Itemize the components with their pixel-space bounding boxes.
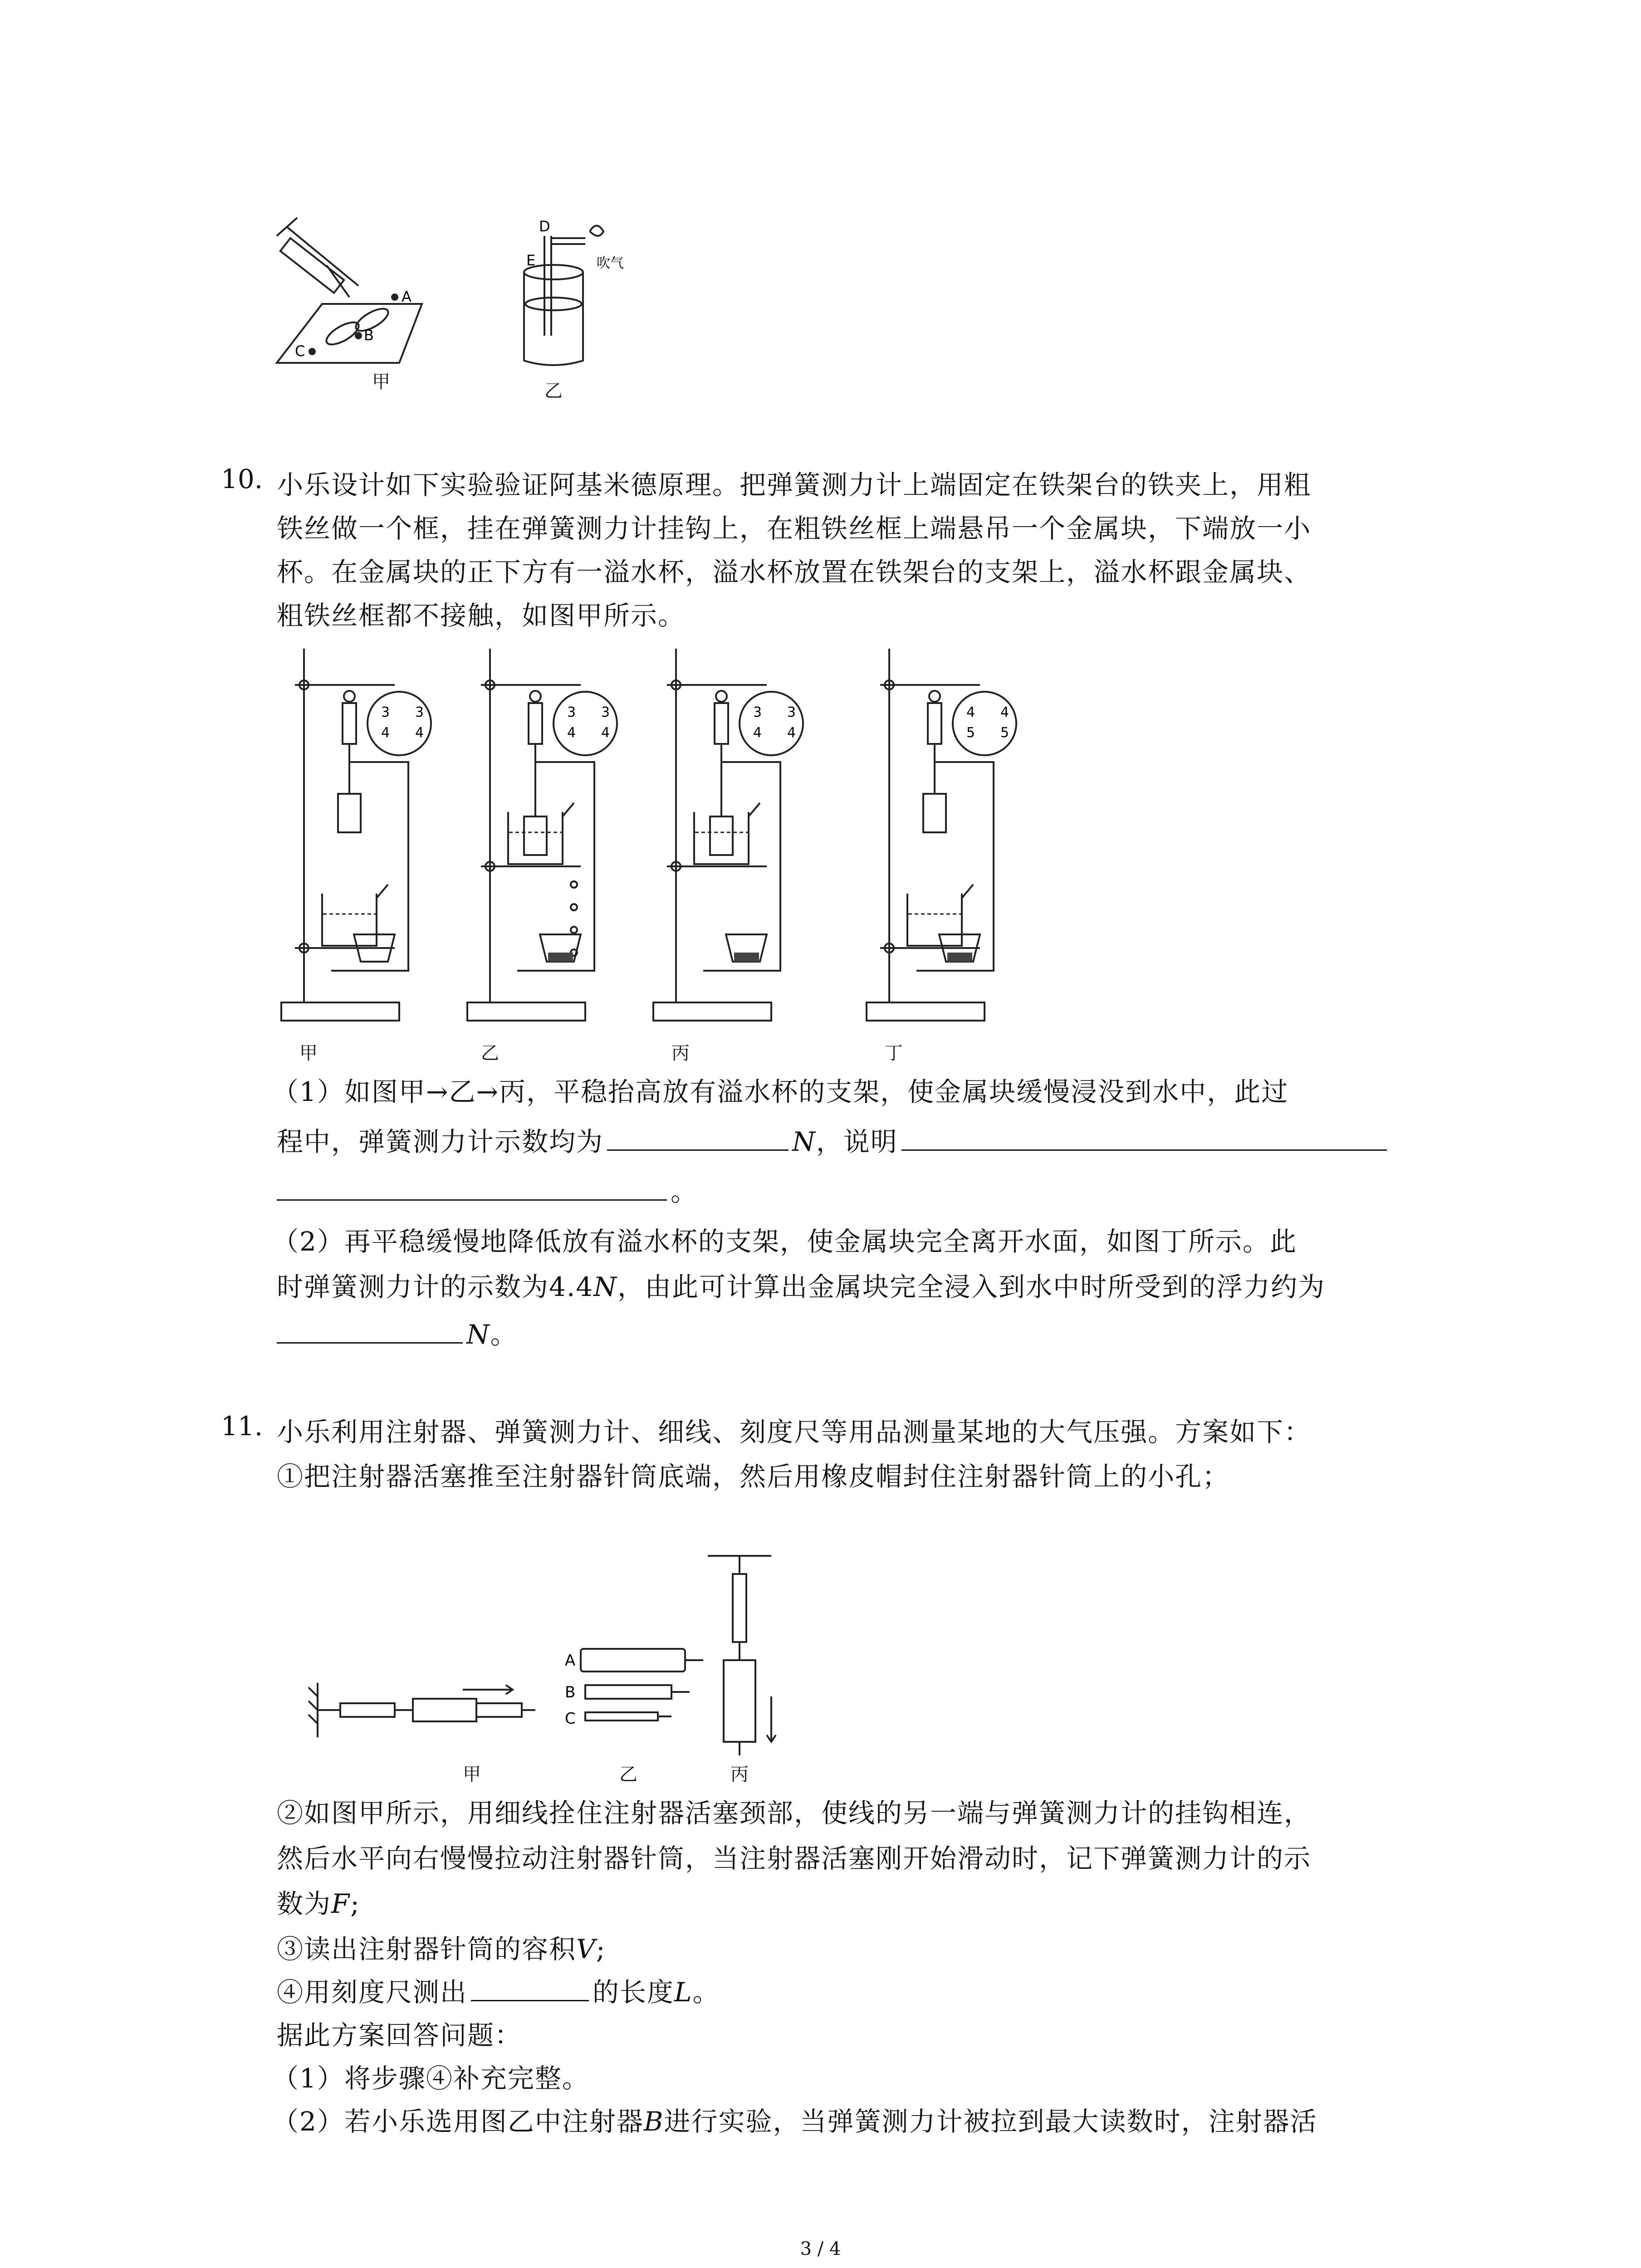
panel-1-scale-label-4: 4 [415, 725, 424, 741]
panel-3-scale-label-3: 3 [787, 704, 796, 720]
panel-2-spring-scale [529, 703, 542, 744]
panel-1-metal-block [338, 794, 361, 832]
q10-part2-line1: （2）再平稳缓慢地降低放有溢水杯的支架，使金属块完全离开水面，如图丁所示。此 [272, 1226, 1297, 1257]
q11-step-3-text: ③读出注射器针筒的容积 [277, 1934, 577, 1965]
q10-line-2: 铁丝做一个框，挂在弹簧测力计挂钩上，在粗铁丝框上端悬吊一个金属块，下端放一小 [277, 513, 1312, 544]
q10-part1-unit: N [792, 1126, 816, 1157]
panel-1-base [281, 1002, 399, 1021]
q11-sub-2-text-b: 进行实验，当弹簧测力计被拉到最大读数时，注射器活 [664, 2106, 1318, 2137]
panel-1-spout [377, 885, 388, 898]
q11-sub-2 [272, 2100, 1318, 2138]
q11-step-4-text-b: 的长度 [593, 1977, 675, 2008]
q11-step-2-line1: ②如图甲所示，用细线拴住注射器活塞颈部，使线的另一端与弹簧测力计的挂钩相连， [277, 1798, 1312, 1828]
panel-3-scale-hook-ring [716, 691, 727, 702]
q11-sub-2-var: B [643, 2106, 664, 2137]
q10-caption-yi: 乙 [481, 1043, 499, 1064]
q11-number: 11. [221, 1411, 263, 1442]
panel-4-metal-block [923, 794, 946, 832]
label-c: C [295, 342, 305, 360]
q11-step-2-line2: 然后水平向右慢慢拉动注射器针筒，当注射器活塞刚开始滑动时，记下弹簧测力计的示 [277, 1843, 1312, 1874]
q10-caption-jia: 甲 [299, 1043, 318, 1064]
q10-figure [277, 640, 1102, 1034]
q11-answer-intro: 据此方案回答问题： [277, 2020, 522, 2051]
panel-2-scale-label-2: 4 [567, 725, 576, 741]
top-caption-yi: 乙 [544, 381, 563, 401]
q11-step-4-text-a: ④用刻度尺测出 [277, 1977, 468, 2008]
panel-4-scale-hook-ring [929, 691, 940, 702]
q10-caption-ding: 丁 [885, 1043, 903, 1064]
q10-part1-line3 [277, 1170, 698, 1208]
panel-4-base [867, 1002, 985, 1021]
label-b: B [364, 327, 374, 344]
panel-2-metal-block [524, 816, 547, 855]
panel-2-collected-water [548, 953, 573, 962]
panel-2-drop-1 [571, 881, 577, 888]
top-figure [259, 218, 649, 372]
vertical-hanging-diagram [708, 1556, 776, 1755]
panel-2-overflow-cup [508, 812, 563, 864]
panel-4-scale-label-2: 5 [966, 725, 975, 741]
q10-part1-end: 。 [671, 1176, 698, 1207]
q11-label-a: A [565, 1652, 576, 1670]
panel-1-scale-label-2: 4 [381, 725, 390, 741]
q10-line-4: 粗铁丝框都不接触，如图甲所示。 [277, 600, 686, 631]
q10-line-3: 杯。在金属块的正下方有一溢水杯，溢水杯放置在铁架台的支架上，溢水杯跟金属块、 [277, 557, 1312, 587]
q11-sub-2-text-a: （2）若小乐选用图乙中注射器 [272, 2106, 644, 2137]
q10-part2-text-b: ，由此可计算出金属块完全浸入到水中时所受到的浮力约为 [617, 1271, 1326, 1302]
q11-step-2-var: F [331, 1888, 351, 1919]
panel-2-spout [563, 803, 574, 816]
panel-3-collected-water [734, 953, 759, 962]
q11-step-3 [277, 1928, 606, 1966]
q10-part2-line2 [277, 1266, 1325, 1304]
q11-step-3-end: ; [596, 1934, 606, 1965]
q11-label-c: C [565, 1710, 576, 1728]
panel-3-base [653, 1002, 771, 1021]
panel-4-collected-water [947, 953, 972, 962]
q10-answer-blank-3[interactable] [277, 1176, 667, 1201]
q10-caption-bing: 丙 [671, 1043, 690, 1064]
q11-step-4-end: 。 [692, 1977, 720, 2008]
page-number: 3 / 4 [800, 2239, 841, 2259]
q11-step-1: ①把注射器活塞推至注射器针筒底端，然后用橡皮帽封住注射器针筒上的小孔； [277, 1461, 1230, 1492]
q11-step-2-text: 数为 [277, 1888, 332, 1919]
q11-step-3-var: V [576, 1934, 596, 1965]
q10-number: 10. [221, 464, 263, 494]
q10-part2-line3 [277, 1313, 518, 1351]
panel-3-scale-label-2: 4 [753, 725, 762, 741]
panel-3-spout [749, 803, 760, 816]
top-caption-jia: 甲 [372, 371, 390, 392]
q10-part2-unit-b: N [466, 1319, 490, 1350]
q11-answer-blank-1[interactable] [471, 1976, 589, 2001]
panel-4-spout [962, 885, 973, 898]
beaker-tube-diagram [524, 226, 603, 366]
panel-2-scale-label-1: 3 [567, 704, 576, 720]
panel-4-scale-label-4: 5 [1000, 725, 1009, 741]
q11-caption-jia: 甲 [463, 1764, 481, 1785]
syringe-plate-diagram [277, 218, 422, 363]
panel-2-zoom-bubble [554, 692, 617, 755]
q10-part1-text-b: ，说明 [816, 1126, 898, 1157]
panel-1-spring-scale [343, 703, 356, 744]
q11-figure [309, 1547, 808, 1760]
label-d: D [539, 218, 550, 235]
panel-2-drop-3 [571, 927, 577, 933]
panel-3-zoom-bubble [740, 692, 803, 755]
panel-2-base [467, 1002, 585, 1021]
q10-answer-blank-2[interactable] [901, 1126, 1387, 1151]
q11-sub-1: （1）将步骤④补充完整。 [272, 2063, 589, 2094]
panel-4-spring-scale [928, 703, 941, 744]
q11-label-b: B [565, 1683, 576, 1701]
panel-3-spring-scale [715, 703, 728, 744]
label-a: A [402, 288, 411, 305]
q10-part1-text-a: 程中，弹簧测力计示数均为 [277, 1126, 604, 1157]
q10-part2-end: 。 [490, 1319, 518, 1350]
panel-2-scale-label-3: 3 [601, 704, 610, 720]
panel-1-overflow-cup [322, 894, 377, 946]
q10-line-1: 小乐设计如下实验验证阿基米德原理。把弹簧测力计上端固定在铁架台的铁夹上，用粗 [277, 469, 1312, 500]
panel-4-overflow-cup [907, 894, 962, 946]
panel-3-scale-label-1: 3 [753, 704, 762, 720]
panel-3-overflow-cup [694, 812, 749, 864]
horizontal-syringe-diagram [309, 1683, 535, 1737]
q10-part2-unit-a: N [593, 1271, 617, 1302]
panel-4-zoom-bubble [953, 692, 1016, 755]
panel-1-scale-label-3: 3 [415, 704, 424, 720]
q11-caption-bing: 丙 [730, 1764, 749, 1785]
q10-part1-line2 [277, 1120, 1391, 1158]
q10-part1-line1: （1）如图甲→乙→丙，平稳抬高放有溢水杯的支架，使金属块缓慢浸没到水中，此过 [272, 1076, 1289, 1107]
q11-step-4-var: L [674, 1977, 693, 2008]
q10-answer-blank-1[interactable] [607, 1126, 789, 1151]
panel-3-metal-block [710, 816, 733, 855]
panel-2-drop-2 [571, 904, 577, 910]
panel-4-scale-label-1: 4 [966, 704, 975, 720]
q10-answer-blank-4[interactable] [277, 1319, 463, 1344]
panel-2-scale-hook-ring [530, 691, 541, 702]
label-blow: 吹气 [597, 255, 624, 271]
q11-caption-yi: 乙 [619, 1764, 637, 1785]
q11-step-4 [277, 1971, 720, 2009]
q11-step-2-end: ; [350, 1888, 360, 1919]
q11-line-1: 小乐利用注射器、弹簧测力计、细线、刻度尺等用品测量某地的大气压强。方案如下： [277, 1417, 1312, 1447]
label-e: E [526, 252, 536, 269]
panel-2-scale-label-4: 4 [601, 725, 610, 741]
panel-1-zoom-bubble [367, 692, 431, 755]
three-syringes-diagram [581, 1649, 703, 1721]
q11-step-2-line3 [277, 1882, 360, 1921]
panel-1-scale-hook-ring [344, 691, 355, 702]
panel-1-scale-label-1: 3 [381, 704, 390, 720]
q10-part2-text-a: 时弹簧测力计的示数为4.4 [277, 1271, 594, 1302]
panel-4-scale-label-3: 4 [1000, 704, 1009, 720]
panel-3-scale-label-4: 4 [787, 725, 796, 741]
